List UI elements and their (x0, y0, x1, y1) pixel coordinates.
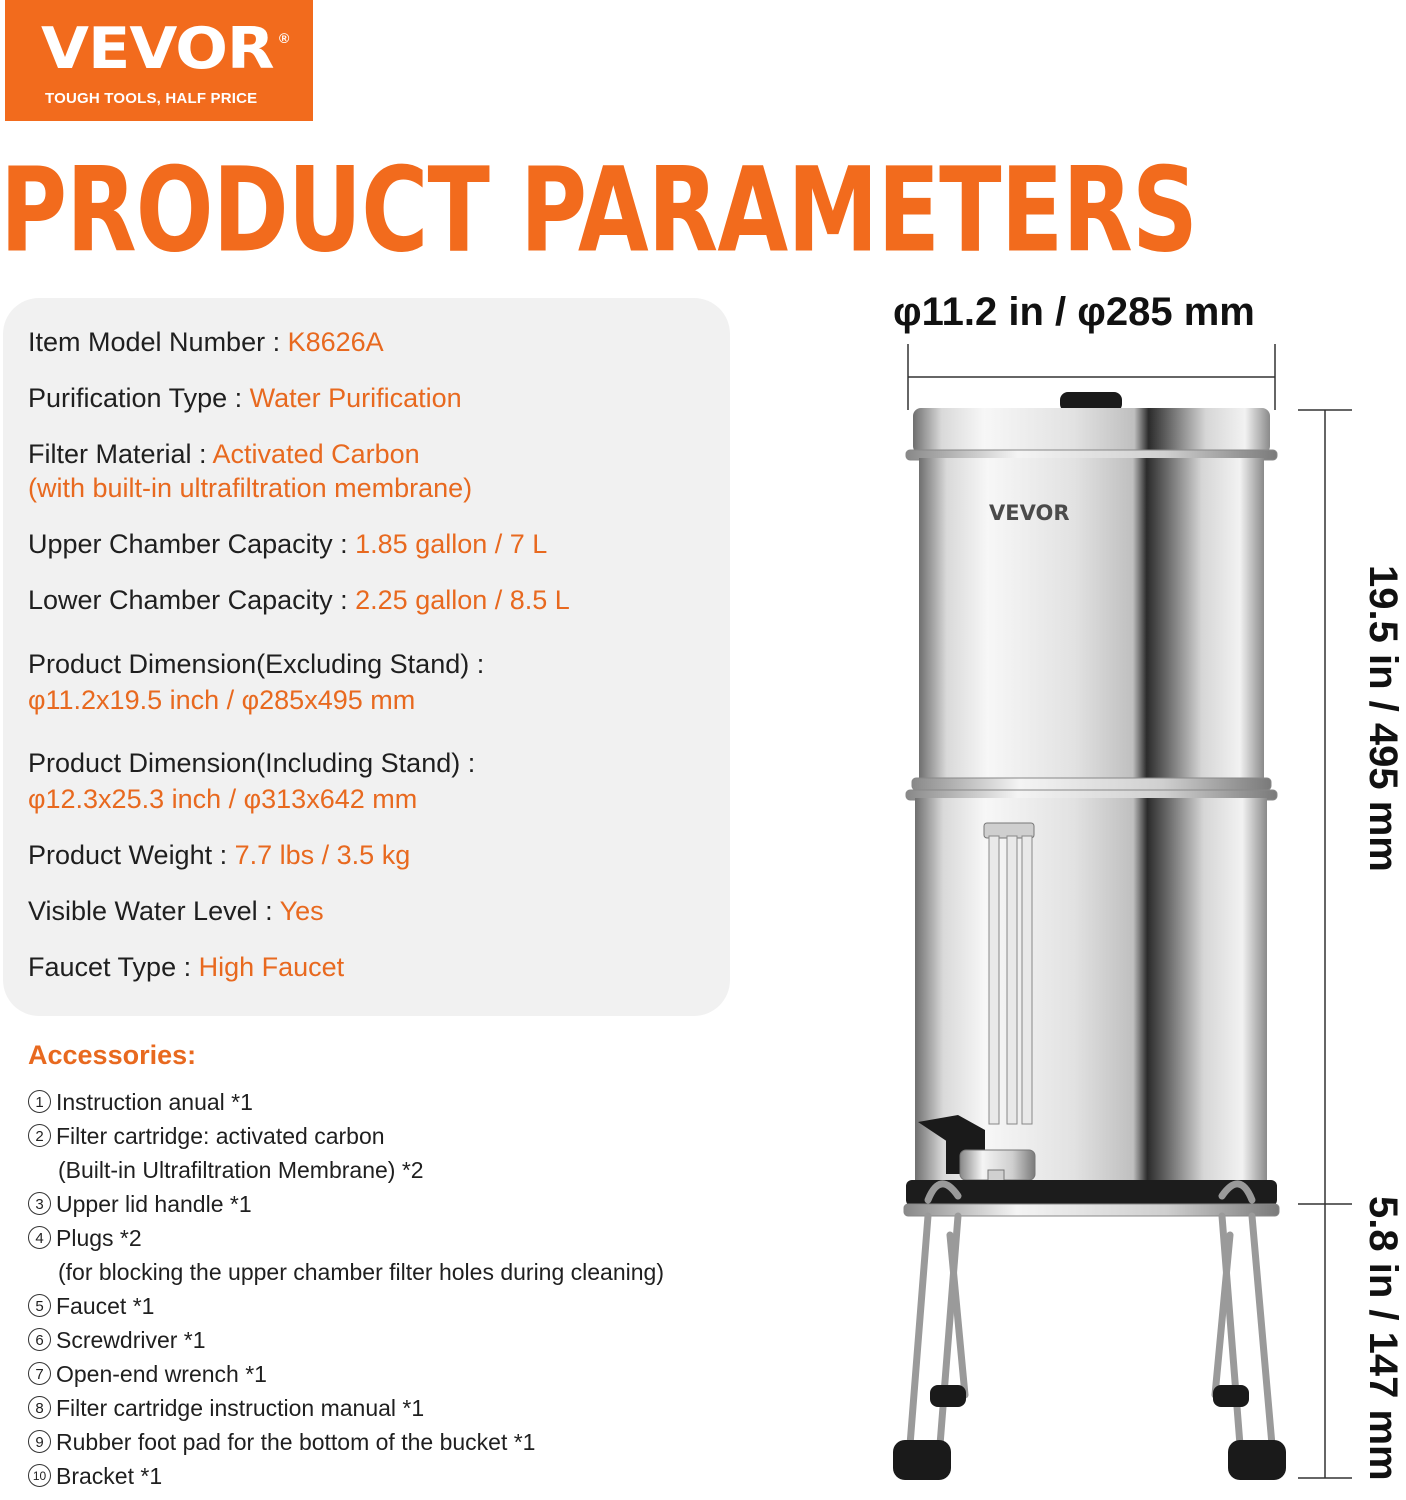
logo-registered-mark: ® (279, 30, 290, 46)
spec-label: Faucet Type : (28, 952, 199, 982)
spec-value: K8626A (287, 327, 384, 357)
accessory-text: Faucet *1 (56, 1293, 155, 1319)
accessory-text: Rubber foot pad for the bottom of the bucket *1 (56, 1429, 536, 1455)
circled-number: 9 (28, 1430, 51, 1453)
spec-label: Upper Chamber Capacity : (28, 529, 356, 559)
spec-value: High Faucet (198, 952, 345, 982)
spec-label: Item Model Number : (28, 327, 288, 357)
body-height-label: 19.5 in / 495 mm (1361, 565, 1405, 872)
circled-number: 8 (28, 1396, 51, 1419)
spec-value-line2: φ11.2x19.5 inch / φ285x495 mm (28, 685, 416, 715)
circled-number: 7 (28, 1362, 51, 1385)
circled-number: 5 (28, 1294, 51, 1317)
accessory-text: Bracket *1 (56, 1463, 163, 1489)
page-title: PRODUCT PARAMETERS (0, 141, 1197, 279)
height-dimension-line (1298, 410, 1352, 1478)
spec-label: Filter Material : (28, 439, 213, 469)
diameter-label: φ11.2 in / φ285 mm (893, 290, 1255, 334)
spec-value: 1.85 gallon / 7 L (355, 529, 548, 559)
spec-label: Product Dimension(Including Stand) : (28, 748, 476, 778)
logo-tagline: TOUGH TOOLS, HALF PRICE (45, 90, 258, 107)
accessory-text: Filter cartridge instruction manual *1 (56, 1395, 425, 1421)
accessory-text: Screwdriver *1 (56, 1327, 206, 1353)
spec-value: Activated Carbon (212, 439, 420, 469)
rubber-feet (893, 1385, 1286, 1480)
spec-value: Water Purification (249, 383, 462, 413)
circled-number: 6 (28, 1328, 51, 1351)
accessory-subtext: (for blocking the upper chamber filter holes during cleaning) (58, 1259, 664, 1285)
accessories-title: Accessories: (28, 1040, 197, 1070)
spec-label: Purification Type : (28, 383, 250, 413)
accessory-text: Filter cartridge: activated carbon (56, 1123, 385, 1149)
spec-value-line2: (with built-in ultrafiltration membrane) (28, 473, 473, 503)
accessory-text: Upper lid handle *1 (56, 1191, 252, 1217)
spec-value: 7.7 lbs / 3.5 kg (234, 840, 411, 870)
lid (913, 408, 1270, 454)
spec-label: Product Weight : (28, 840, 235, 870)
circled-number: 3 (28, 1192, 51, 1215)
logo-brand: VEVOR (41, 14, 274, 82)
accessory-text: Instruction anual *1 (56, 1089, 253, 1115)
circled-number: 10 (28, 1464, 51, 1487)
stand-height-label: 5.8 in / 147 mm (1361, 1196, 1405, 1481)
circled-number: 2 (28, 1124, 51, 1147)
spec-value: 2.25 gallon / 8.5 L (355, 585, 570, 615)
circled-number: 4 (28, 1226, 51, 1249)
spec-value-line2: φ12.3x25.3 inch / φ313x642 mm (28, 784, 418, 814)
accessory-subtext: (Built-in Ultrafiltration Membrane) *2 (58, 1157, 424, 1183)
spec-label: Lower Chamber Capacity : (28, 585, 356, 615)
circled-number: 1 (28, 1090, 51, 1113)
upper-chamber (919, 458, 1264, 784)
product-brand-mark: VEVOR (989, 501, 1070, 525)
spec-label: Visible Water Level : (28, 896, 280, 926)
spec-value: Yes (279, 896, 324, 926)
accessory-text: Plugs *2 (56, 1225, 142, 1251)
spec-label: Product Dimension(Excluding Stand) : (28, 649, 485, 679)
accessory-text: Open-end wrench *1 (56, 1361, 267, 1387)
